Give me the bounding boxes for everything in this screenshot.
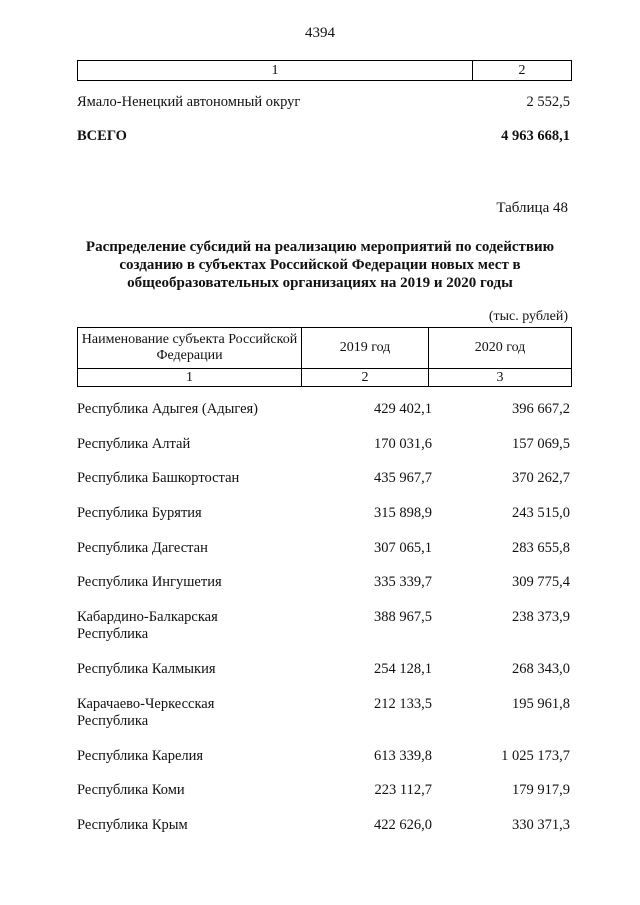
header-2019: 2019 год	[302, 328, 429, 368]
table-row	[77, 817, 570, 834]
region-name: Республика Коми	[77, 782, 185, 798]
region-name: Республика Карелия	[77, 748, 204, 764]
table-row	[77, 782, 570, 799]
value-2019: 170 031,6	[374, 436, 432, 452]
continuation-table-header	[77, 60, 572, 81]
region-name: Республика Крым	[77, 817, 188, 833]
value-2019: 435 967,7	[374, 470, 432, 486]
table-row	[77, 540, 570, 557]
region-name: Республика Калмыкия	[77, 661, 216, 677]
value-2019: 335 339,7	[374, 574, 432, 590]
table-row	[77, 436, 570, 453]
total-label: ВСЕГО	[77, 128, 127, 144]
value-2020: 370 262,7	[512, 470, 570, 486]
column-number-2: 2	[518, 63, 526, 78]
value-2020: 396 667,2	[512, 401, 570, 417]
header-number-2: 2	[302, 369, 429, 386]
region-name: Республика Башкортостан	[77, 470, 240, 486]
table-row	[77, 401, 570, 418]
total-value: 4 963 668,1	[501, 128, 570, 144]
region-name: Республика Алтай	[77, 436, 191, 452]
value-2019: 422 626,0	[374, 817, 432, 833]
value-2019: 307 065,1	[374, 540, 432, 556]
table-row	[77, 696, 570, 730]
region-name: Кабардино-Балкарская Республика	[77, 609, 218, 642]
value-2020: 157 069,5	[512, 436, 570, 452]
table-row	[77, 505, 570, 522]
region-name: Республика Ингушетия	[77, 574, 222, 590]
table-row	[77, 661, 570, 678]
value-2019: 315 898,9	[374, 505, 432, 521]
value-2020: 179 917,9	[512, 782, 570, 798]
value-2019: 254 128,1	[374, 661, 432, 677]
table-row	[77, 94, 570, 111]
region-value: 2 552,5	[526, 94, 570, 110]
value-2020: 283 655,8	[512, 540, 570, 556]
header-region-name: Наименование субъекта Российской Федерации	[78, 328, 302, 368]
value-2020: 309 775,4	[512, 574, 570, 590]
table-row	[77, 470, 570, 487]
value-2019: 429 402,1	[374, 401, 432, 417]
value-2019: 212 133,5	[374, 696, 432, 712]
units-label: (тыс. рублей)	[488, 309, 568, 324]
table-row	[77, 609, 570, 643]
region-name: Республика Адыгея (Адыгея)	[77, 401, 259, 417]
value-2019: 388 967,5	[374, 609, 432, 625]
page-number: 4394	[305, 25, 335, 41]
value-2020: 268 343,0	[512, 661, 570, 677]
table-row	[77, 574, 570, 591]
table-header	[77, 327, 572, 387]
table-title: Распределение субсидий на реализацию мероприятий по содействию созданию в субъектах Российской Федерации новых мест в общеобразовательных организациях на 2019 и 2020 годы	[85, 239, 555, 291]
region-name: Карачаево-Черкесская Республика	[77, 696, 215, 729]
value-2019: 613 339,8	[374, 748, 432, 764]
header-number-1: 1	[78, 369, 302, 386]
region-name: Республика Бурятия	[77, 505, 202, 521]
value-2020: 330 371,3	[512, 817, 570, 833]
table-row	[77, 748, 570, 765]
header-number-3: 3	[496, 369, 504, 385]
value-2020: 243 515,0	[512, 505, 570, 521]
value-2020: 1 025 173,7	[501, 748, 570, 764]
region-name: Республика Дагестан	[77, 540, 208, 556]
table-label: Таблица 48	[496, 200, 568, 216]
value-2020: 195 961,8	[512, 696, 570, 712]
column-number-1: 1	[78, 61, 473, 80]
value-2019: 223 112,7	[374, 782, 432, 798]
header-2020: 2020 год	[474, 340, 526, 355]
region-name: Ямало-Ненецкий автономный округ	[77, 94, 301, 110]
total-row	[77, 128, 570, 145]
value-2020: 238 373,9	[512, 609, 570, 625]
